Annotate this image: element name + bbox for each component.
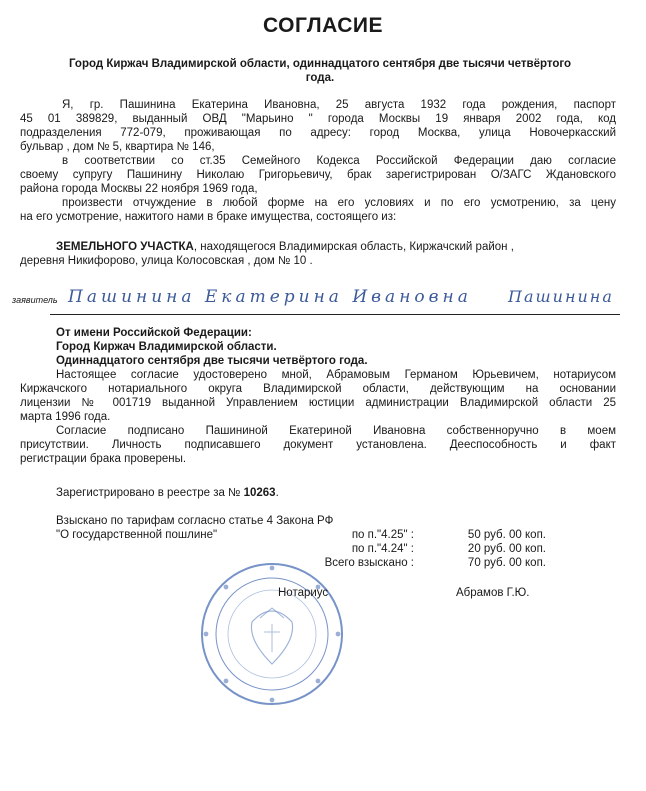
fee-row-2-amount: 20 руб. 00 коп.	[467, 543, 546, 555]
cert-p2-line-3: регистрации брака проверены.	[20, 453, 187, 465]
cert-p2-line-1: Согласие подписано Пашининой Екатериной Ивановна собственноручно в моем	[56, 425, 616, 437]
cert-header-1: От имени Российской Федерации:	[56, 327, 252, 339]
fee-row-1-label: по п."4.25" :	[351, 529, 414, 541]
document-title: СОГЛАСИЕ	[262, 14, 383, 37]
city-date-line-2: года.	[305, 72, 335, 84]
city-date-line	[20, 57, 620, 85]
fees-line-1: Взыскано по тарифам согласно статье 4 Закона РФ	[56, 515, 334, 527]
cert-header-2: Город Киржач Владимирской области.	[56, 341, 277, 353]
fee-row-1-amount: 50 руб. 00 коп.	[467, 529, 546, 541]
signature-label: заявитель	[12, 295, 58, 305]
intro-line-4: бульвар , дом № 5, квартира № 146,	[20, 141, 215, 153]
notary-name: Абрамов Г.Ю.	[456, 587, 530, 599]
signature-line	[50, 314, 620, 315]
registry-number: 10263	[243, 487, 276, 499]
registry-end: .	[275, 487, 279, 499]
consent-line-1: в соответствии со ст.35 Семейного Кодекса Российской Федерации даю согласие	[62, 155, 616, 167]
property-line-2: деревня Никифорово, улица Колосовская , дом № 10 .	[20, 255, 313, 267]
registry-text: Зарегистрировано в реестре за №	[56, 487, 244, 499]
cert-p1-line-4: марта 1996 года.	[20, 411, 111, 423]
notary-label: Нотариус	[278, 587, 329, 599]
city-date-line-1: Город Киржач Владимирской области, одиннадцатого сентября две тысячи четвёртого	[68, 58, 572, 70]
property-name: ЗЕМЕЛЬНОГО УЧАСТКА	[56, 241, 194, 253]
notary-seal-icon	[198, 560, 346, 708]
cert-header-3: Одиннадцатого сентября две тысячи четвёртого года.	[56, 355, 368, 367]
fee-row-2-label: по п."4.24" :	[351, 543, 414, 555]
consent-line-3: района города Москвы 22 ноября 1969 года,	[20, 183, 258, 195]
fee-row-3-label: Всего взыскано :	[324, 557, 414, 569]
cert-p1-line-3: лицензии № 001719 выданной Управлением юстиции администрации Владимирской области 25	[20, 397, 616, 409]
intro-line-2: 45 01 389829, выданный ОВД "Марьино " города Москвы 19 января 2002 года, код	[20, 113, 616, 125]
cert-p1-line-1: Настоящее согласие удостоверено мной, Абрамовым Германом Юрьевичем, нотариусом	[56, 369, 616, 381]
handwritten-signature-short: Пашинина	[508, 287, 614, 306]
fees-line-2: "О государственной пошлине"	[56, 529, 218, 541]
cert-p1-line-2: Киржачского нотариального округа Владимирской области, действующим на основании	[20, 383, 616, 395]
registry-line	[56, 486, 279, 500]
property-location: , находящегося Владимирская область, Киржачский район ,	[193, 241, 514, 253]
consent-line-2: своему супругу Пашинину Николаю Григорьевичу, брак зарегистрирован О/ЗАГС Ждановского	[20, 169, 616, 181]
handwritten-signature: Пашинина Екатерина Ивановна	[68, 287, 472, 307]
cert-p2-line-2: присутствии. Личность подписавшего документ установлена. Дееспособность и факт	[20, 439, 616, 451]
intro-line-1: Я, гр. Пашинина Екатерина Ивановна, 25 августа 1932 года рождения, паспорт	[62, 99, 616, 111]
alienation-line-2: на его усмотрение, нажитого нами в браке имущества, состоящего из:	[20, 211, 397, 223]
intro-line-3: подразделения 772-079, проживающая по адресу: город Москва, улица Новочеркасский	[20, 127, 616, 139]
alienation-line-1: произвести отчуждение в любой форме на его условиях и по его усмотрению, за цену	[62, 197, 616, 209]
property-line-1	[56, 240, 616, 254]
fee-row-3-amount: 70 руб. 00 коп.	[467, 557, 546, 569]
